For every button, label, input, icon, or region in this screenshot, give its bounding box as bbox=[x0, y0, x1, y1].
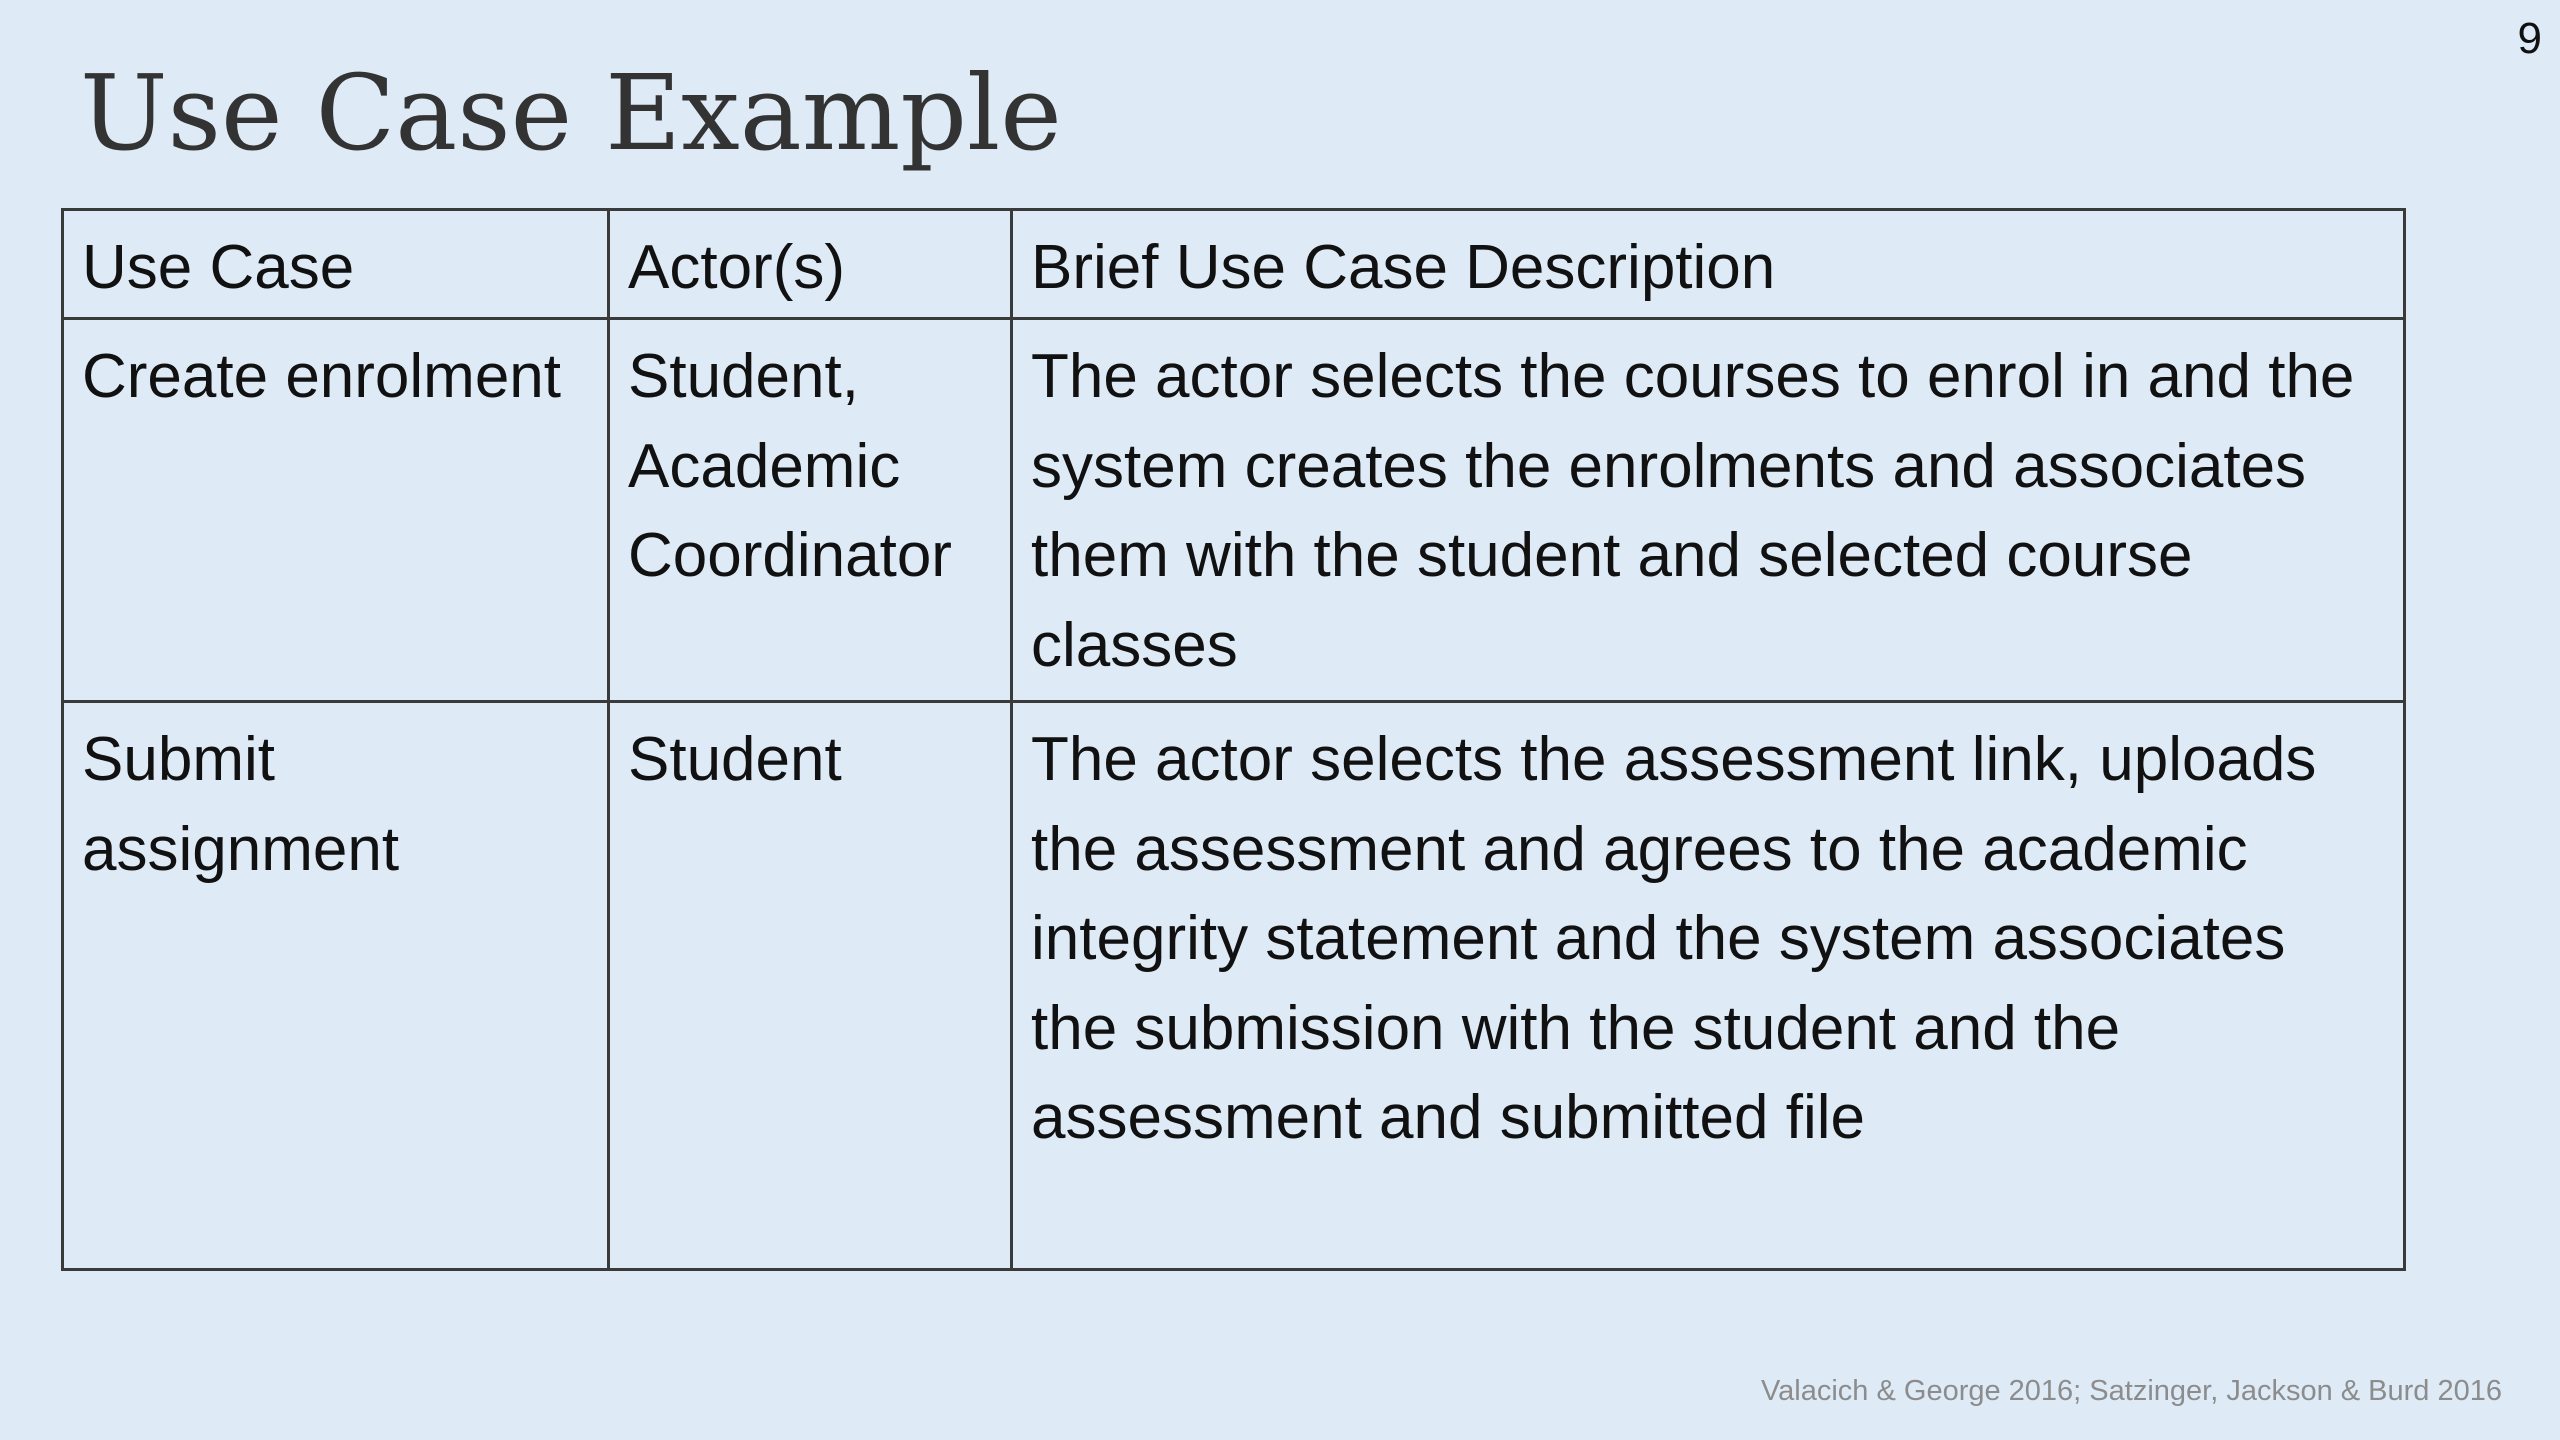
cell-actors: Student, Academic Coordinator bbox=[609, 319, 1012, 702]
cell-use-case: Submit assignment bbox=[63, 702, 609, 1270]
page-number: 9 bbox=[2517, 14, 2542, 63]
cell-description: The actor selects the assessment link, uploads the assessment and agrees to the academic integrity statement and the system associates the submission with the student and the assessment and submitted file bbox=[1012, 702, 2405, 1270]
header-actors: Actor(s) bbox=[609, 210, 1012, 319]
table-row bbox=[63, 319, 2405, 702]
cell-actors: Student bbox=[609, 702, 1012, 1270]
cell-use-case: Create enrolment bbox=[63, 319, 609, 702]
header-use-case: Use Case bbox=[63, 210, 609, 319]
table-row bbox=[63, 702, 2405, 1270]
table-header-row bbox=[63, 210, 2405, 319]
slide-title: Use Case Example bbox=[80, 52, 1062, 174]
header-description: Brief Use Case Description bbox=[1012, 210, 2405, 319]
citation: Valacich & George 2016; Satzinger, Jackson & Burd 2016 bbox=[1760, 1375, 2502, 1407]
use-case-table bbox=[61, 208, 2406, 1271]
cell-description: The actor selects the courses to enrol in and the system creates the enrolments and associates them with the student and selected course classes bbox=[1012, 319, 2405, 702]
